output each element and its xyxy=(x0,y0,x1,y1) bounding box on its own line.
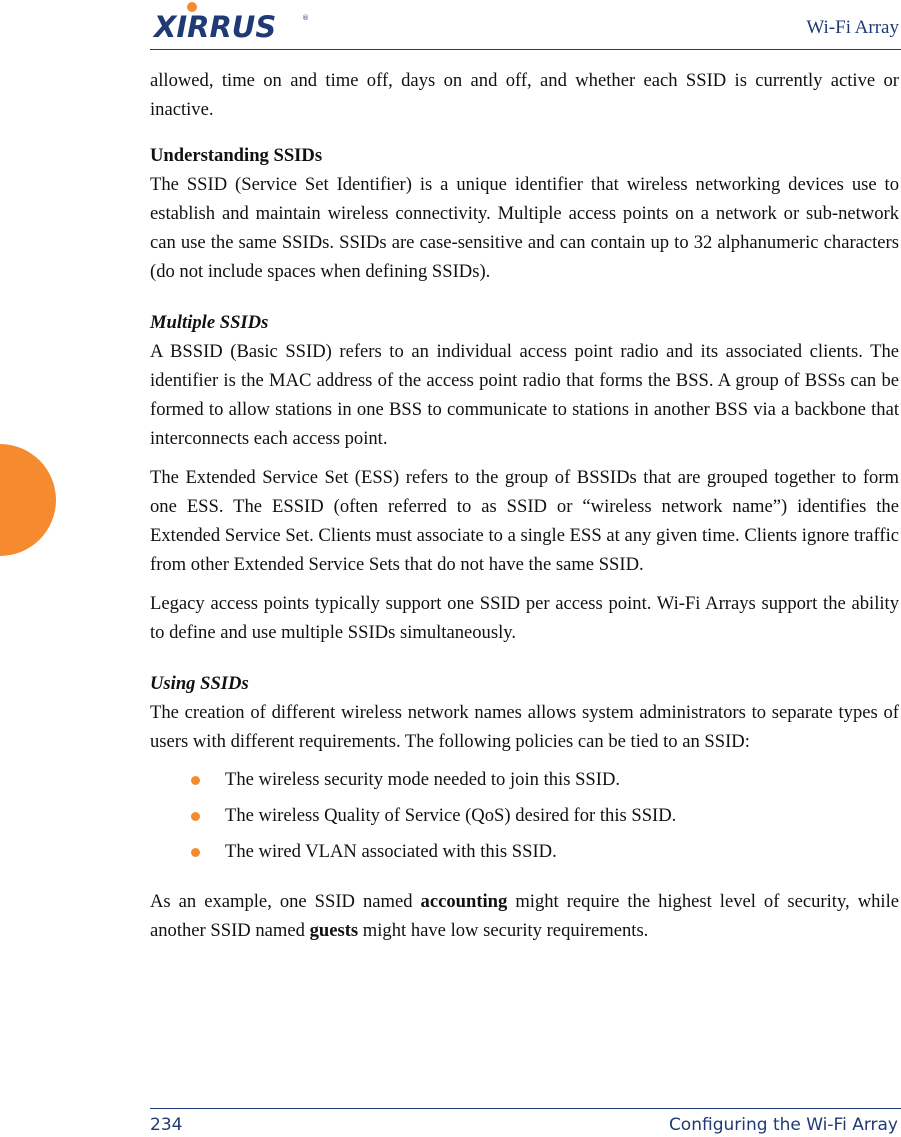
example-text-3: might have low security requirements. xyxy=(358,920,649,941)
header-divider xyxy=(150,49,901,50)
example-text-2: might require the highest level of security, while another SSID named xyxy=(150,891,899,941)
list-item-text: The wireless Quality of Service (QoS) desired for this SSID. xyxy=(225,805,677,826)
ssid-policy-list xyxy=(150,762,899,870)
list-item xyxy=(150,762,899,798)
footer-title: Configuring the Wi-Fi Array xyxy=(668,1115,898,1135)
ssid-name-guests: guests xyxy=(309,920,359,941)
using-ssids-heading: Using SSIDs xyxy=(150,673,249,694)
ssid-name-accounting: accounting xyxy=(420,891,508,912)
understanding-ssids-paragraph: The SSID (Service Set Identifier) is a unique identifier that wireless networking devices use to establish and maintain wireless connectivity. Multiple access points on a network or sub-network can use the same SSIDs. SSIDs are case-sensitive and can contain up to 32 alphanumeric characters (do not include spaces when defining SSIDs). xyxy=(150,174,899,282)
example-text-1: As an example, one SSID named xyxy=(150,891,421,912)
list-item xyxy=(150,834,899,870)
footer-divider xyxy=(150,1108,901,1109)
intro-paragraph: allowed, time on and time off, days on and off, and whether each SSID is currently active or inactive. xyxy=(150,70,899,120)
using-ssids-paragraph: The creation of different wireless network names allows system administrators to separate types of users with different requirements. The following policies can be tied to an SSID: xyxy=(150,702,899,752)
chapter-tab-marker xyxy=(0,444,56,556)
multiple-ssids-paragraph-2: The Extended Service Set (ESS) refers to the group of BSSIDs that are grouped together to form one ESS. The ESSID (often referred to as SSID or “wireless network name”) identifies the Extended Service Set. Clients must associate to a single ESS at any given time. Clients ignore traffic from other Extended Service Sets that do not have the same SSID. xyxy=(150,467,899,575)
xirrus-logo xyxy=(154,2,309,44)
example-paragraph xyxy=(150,887,899,945)
multiple-ssids-paragraph-1: A BSSID (Basic SSID) refers to an individual access point radio and its associated clients. The identifier is the MAC address of the access point radio that forms the BSS. A group of BSSs can be formed to allow stations in one BSS to communicate to stations in another BSS via a backbone that interconnects each access point. xyxy=(150,341,899,449)
logo-text: XIRRUS xyxy=(154,10,277,44)
header-title: Wi-Fi Array xyxy=(806,17,899,38)
page-content xyxy=(150,66,899,945)
list-item-text: The wired VLAN associated with this SSID. xyxy=(225,841,557,862)
understanding-ssids-heading: Understanding SSIDs xyxy=(150,145,323,166)
page-number: 234 xyxy=(150,1115,183,1135)
bullet-dot-icon xyxy=(191,776,200,785)
multiple-ssids-heading: Multiple SSIDs xyxy=(150,312,269,333)
bullet-dot-icon xyxy=(191,812,200,821)
list-item-text: The wireless security mode needed to join this SSID. xyxy=(225,769,621,790)
bullet-dot-icon xyxy=(191,848,200,857)
logo-registered-mark: ® xyxy=(302,14,309,22)
list-item xyxy=(150,798,899,834)
multiple-ssids-paragraph-3: Legacy access points typically support one SSID per access point. Wi-Fi Arrays support the ability to define and use multiple SSIDs simultaneously. xyxy=(150,593,899,643)
page-header xyxy=(150,0,901,52)
